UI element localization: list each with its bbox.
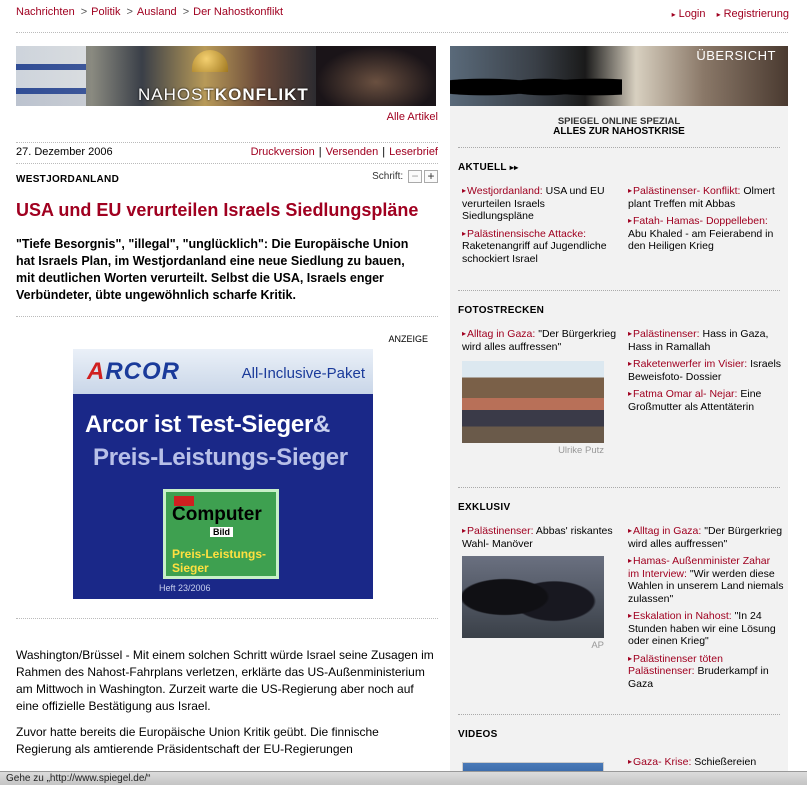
- breadcrumb-nahostkonflikt[interactable]: Der Nahostkonflikt: [193, 6, 283, 18]
- spezial-heading: [450, 117, 788, 137]
- article-date: 27. Dezember 2006: [16, 146, 113, 158]
- badge-caption: Preis-Leistungs-Sieger: [172, 547, 267, 575]
- bullet-icon: ▸: [628, 389, 633, 398]
- section-exklusiv: [458, 488, 784, 714]
- bullet-icon: ▸: [628, 329, 633, 338]
- item-kicker[interactable]: Eskalation in Nahost:: [633, 610, 732, 622]
- item-kicker[interactable]: Palästinenser:: [467, 525, 534, 537]
- bullet-icon: ▸: [628, 359, 633, 368]
- separator: |: [382, 146, 386, 158]
- list-item[interactable]: [628, 525, 784, 550]
- divider: [16, 316, 438, 317]
- item-kicker[interactable]: Palästinenser- Konflikt:: [633, 185, 741, 197]
- ad-package: All-Inclusive-Paket: [241, 365, 365, 382]
- item-text: Raketenangriff auf Jugendliche schockiert Israel: [462, 240, 607, 265]
- font-decrease-button[interactable]: −: [408, 170, 422, 183]
- arcor-logo: [87, 358, 180, 386]
- section-fotostrecken: [458, 291, 780, 487]
- item-text: "In 24 Stunden haben wir eine Lösung oder einen Krieg": [628, 610, 776, 647]
- overview-label: ÜBERSICHT: [696, 48, 776, 63]
- computerbild-badge: [163, 489, 279, 579]
- list-item[interactable]: [462, 185, 618, 223]
- article-paragraph: Zuvor hatte bereits die Europäische Union Kritik geübt. Die finnische Regierung als amtierende Präsidentschaft der EU-Regierungen: [16, 725, 379, 756]
- banner-title-light: NAHOST: [138, 85, 215, 104]
- article-body: [16, 647, 436, 758]
- article-tools: [251, 146, 438, 158]
- bullet-icon: ▸: [628, 216, 633, 225]
- item-kicker[interactable]: Palästinenser:: [633, 328, 700, 340]
- arrow-right-icon: ▸: [716, 10, 721, 19]
- breadcrumb-separator: >: [80, 6, 88, 18]
- item-kicker[interactable]: Alltag in Gaza:: [633, 525, 702, 537]
- breadcrumb: [16, 6, 283, 18]
- section-title: FOTOSTRECKEN: [458, 305, 545, 316]
- item-kicker[interactable]: Fatah- Hamas- Doppelleben:: [633, 215, 768, 227]
- overview-banner[interactable]: [450, 46, 788, 106]
- section-videos: [458, 715, 780, 768]
- item-text: Israels Beweisfoto- Dossier: [628, 358, 782, 383]
- article-headline: USA und EU verurteilen Israels Siedlungspläne: [16, 200, 419, 220]
- list-item[interactable]: [628, 185, 784, 210]
- bullet-icon: ▸: [462, 329, 467, 338]
- breadcrumb-separator: >: [126, 6, 133, 18]
- item-kicker[interactable]: Westjordanland:: [467, 185, 543, 197]
- bullet-icon: ▸: [628, 526, 633, 535]
- item-kicker[interactable]: Gaza- Krise:: [633, 756, 692, 768]
- item-kicker[interactable]: Raketenwerfer im Visier:: [633, 358, 748, 370]
- bullet-icon: ▸: [462, 526, 467, 535]
- advertisement-banner[interactable]: [73, 349, 373, 599]
- bullet-icon: ▸: [628, 611, 633, 620]
- login-link[interactable]: Login: [678, 8, 706, 20]
- separator: |: [318, 146, 322, 158]
- item-text: "Der Bürgerkrieg wird alles auffressen": [628, 525, 783, 550]
- item-text: Eine Großmutter als Attentäterin: [628, 388, 762, 413]
- spezial-line-1: SPIEGEL ONLINE SPEZIAL: [557, 116, 681, 127]
- list-item[interactable]: [628, 358, 784, 383]
- list-item[interactable]: [462, 228, 618, 266]
- list-item[interactable]: [462, 328, 618, 353]
- item-text: Olmert plant Treffen mit Abbas: [628, 185, 775, 210]
- divider: [16, 32, 788, 33]
- bullet-icon: ▸: [628, 757, 633, 766]
- list-item[interactable]: [462, 525, 618, 550]
- topic-banner[interactable]: [16, 46, 436, 106]
- item-kicker[interactable]: Palästinensische Attacke:: [467, 227, 587, 240]
- browser-status-bar: Gehe zu „http://www.spiegel.de/“: [0, 771, 807, 785]
- breadcrumb-nachrichten[interactable]: Nachrichten: [16, 6, 75, 18]
- item-text: Abbas' riskantes Wahl- Manöver: [462, 525, 613, 550]
- item-text: Schießereien: [691, 756, 757, 768]
- item-text: "Der Bürgerkrieg wird alles auffressen": [462, 328, 617, 353]
- font-size-label: Schrift:: [372, 171, 404, 183]
- item-kicker[interactable]: Palästinenser töten Palästinenser:: [628, 652, 723, 677]
- account-links: [672, 8, 789, 20]
- ad-label: ANZEIGE: [388, 334, 428, 344]
- letter-link[interactable]: Leserbrief: [389, 146, 438, 158]
- bullet-icon: ▸: [628, 556, 633, 565]
- ad-ampersand: &: [313, 411, 331, 438]
- item-text: Bruderkampf in Gaza: [628, 665, 769, 690]
- double-arrow-icon: ▸▸: [509, 163, 519, 172]
- ad-line-2: Preis-Leistungs-Sieger: [93, 444, 348, 471]
- ad-issue: Heft 23/2006: [159, 583, 211, 593]
- photo-credit: Ulrike Putz: [558, 445, 604, 456]
- breadcrumb-politik[interactable]: Politik: [91, 6, 121, 18]
- article-column: [16, 46, 438, 767]
- bullet-icon: ▸: [628, 653, 633, 663]
- item-text: Hass in Gaza, Hass in Ramallah: [628, 328, 769, 353]
- all-articles-link[interactable]: Alle Artikel: [386, 111, 438, 123]
- logo-rest: RCOR: [105, 358, 181, 385]
- item-text: "Wir werden diese Wahlen in unserem Land niemals zulassen": [628, 567, 784, 605]
- top-navigation: [16, 6, 789, 22]
- crowd-image: [450, 68, 622, 106]
- masked-fighters-photo[interactable]: [462, 556, 604, 638]
- sidebar: [450, 46, 788, 785]
- badge-sub: Bild: [210, 527, 233, 537]
- gaza-market-photo[interactable]: [462, 361, 604, 443]
- banner-title-bold: KONFLIKT: [214, 85, 309, 104]
- flag-image: [16, 46, 86, 106]
- item-kicker[interactable]: Fatma Omar al- Nejar:: [633, 388, 738, 400]
- photo-credit: AP: [591, 640, 604, 651]
- bullet-icon: ▸: [462, 186, 467, 195]
- item-text: USA und EU verurteilen Israels Siedlungspläne: [462, 185, 605, 222]
- font-increase-button[interactable]: +: [424, 170, 438, 183]
- bullet-icon: ▸: [628, 186, 633, 195]
- list-item[interactable]: [628, 328, 784, 353]
- arrow-right-icon: ▸: [671, 10, 676, 19]
- ad-line-1: [85, 411, 330, 439]
- banner-title: [138, 85, 309, 105]
- article-lead: "Tiefe Besorgnis", "illegal", "unglücklich": Die Europäische Union hat Israels Plan, im Westjordanland eine neue Siedlung zu bauen, mit deutlichen Worten verurteilt. Selbst die USA, Israels enger Verbündeter, übte ungewöhnlich scharfe Kritik.: [16, 237, 409, 302]
- masked-man-image: [316, 46, 436, 106]
- section-title-text: AKTUELL: [458, 162, 507, 173]
- font-size-control: [372, 170, 438, 183]
- register-link[interactable]: Registrierung: [723, 8, 789, 20]
- list-item[interactable]: [628, 610, 784, 648]
- spezial-line-2: ALLES ZUR NAHOSTKRISE: [553, 126, 685, 137]
- item-kicker[interactable]: Alltag in Gaza:: [467, 328, 536, 340]
- list-item[interactable]: [628, 653, 784, 691]
- list-item[interactable]: [628, 756, 784, 769]
- section-aktuell: [458, 148, 780, 290]
- article-dateline: [16, 143, 438, 163]
- list-item[interactable]: [628, 388, 784, 413]
- ad-line-1-text: Arcor ist Test-Sieger: [85, 411, 313, 438]
- article-kicker: WESTJORDANLAND: [16, 174, 120, 185]
- logo-prefix: A: [87, 358, 106, 385]
- breadcrumb-separator: >: [182, 6, 190, 18]
- send-link[interactable]: Versenden: [325, 146, 379, 158]
- article-paragraph: Washington/Brüssel - Mit einem solchen Schritt würde Israel seine Zusagen im Rahmen des Nahost-Fahrplans verletzen, erklärte das US-Außenministerium am Mittwoch in Washington. Zurzeit warte die US-Regierung aber noch auf eine offizielle Bestätigung aus Israel.: [16, 648, 434, 713]
- bullet-icon: ▸: [462, 228, 467, 238]
- print-link[interactable]: Druckversion: [250, 146, 315, 158]
- section-title: VIDEOS: [458, 729, 498, 740]
- item-text: Abu Khaled - am Feierabend in den Heiligen Krieg: [628, 227, 774, 252]
- divider: [16, 618, 438, 619]
- item-kicker[interactable]: Hamas- Außenminister Zahar im Interview:: [628, 555, 771, 580]
- list-item[interactable]: [628, 555, 784, 605]
- section-title: EXKLUSIV: [458, 502, 511, 513]
- dome-image: [192, 50, 228, 72]
- breadcrumb-ausland[interactable]: Ausland: [136, 6, 177, 18]
- list-item[interactable]: [628, 215, 784, 253]
- section-title: [458, 162, 780, 173]
- badge-title: Computer: [172, 504, 262, 525]
